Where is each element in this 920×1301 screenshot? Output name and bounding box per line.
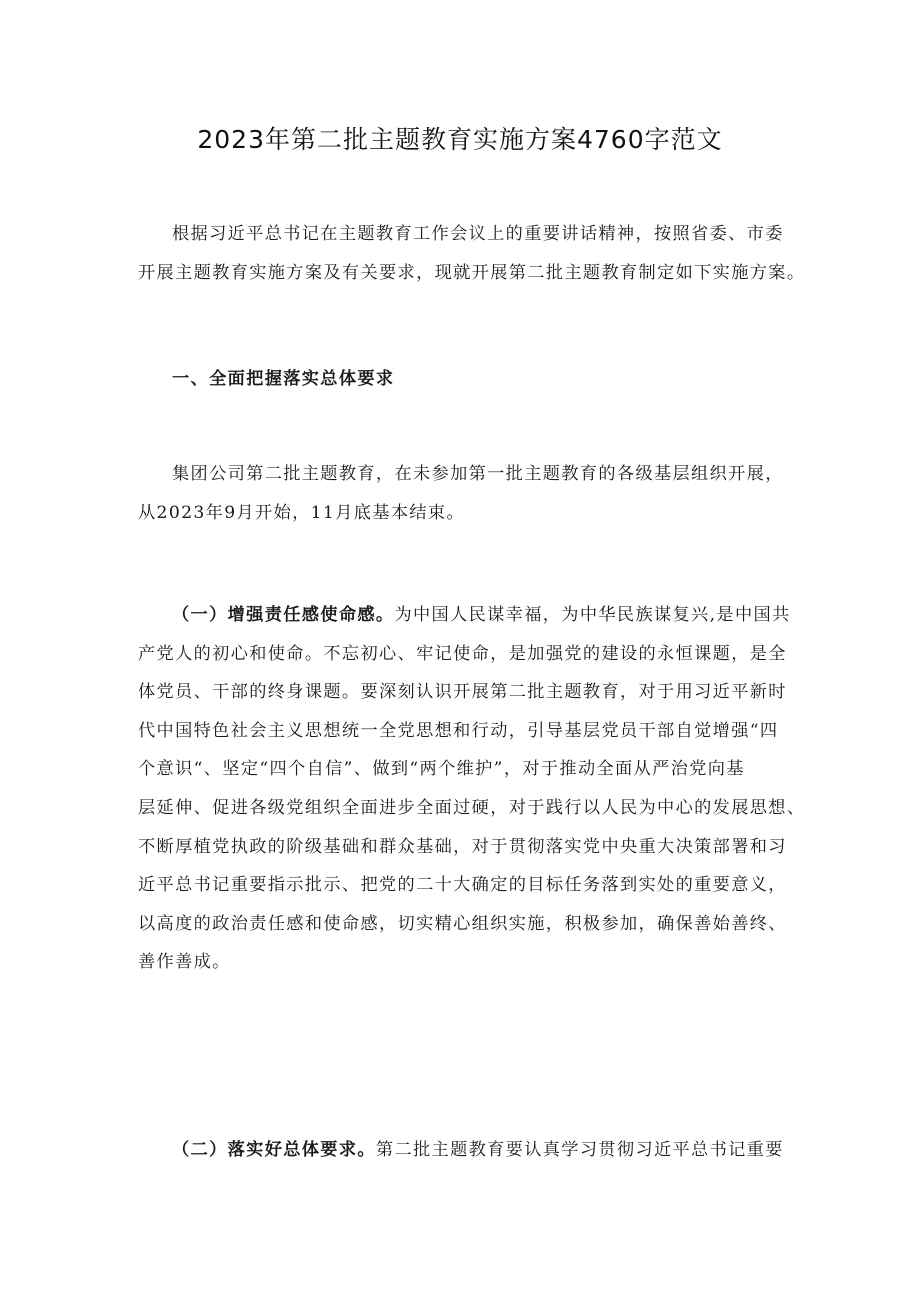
intro-line-2: 开展主题教育实施方案及有关要求，现就开展第二批主题教育制定如下实施方案。 <box>138 262 806 283</box>
subsection-1-line: 近平总书记重要指示批示、把党的二十大确定的目标任务落到实处的重要意义， <box>138 875 787 896</box>
section-1-line-1: 集团公司第二批主题教育，在未参加第一批主题教育的各级基层组织开展， <box>172 464 784 484</box>
section-1-paragraph <box>138 455 798 532</box>
intro-line-1: 根据习近平总书记在主题教育工作会议上的重要讲话精神，按照省委、市委 <box>172 224 784 244</box>
subsection-2-lead: （二）落实好总体要求。 <box>172 1140 376 1160</box>
subsection-2-paragraph <box>138 1131 798 1170</box>
document-title: 2023年第二批主题教育实施方案4760字范文 <box>197 125 723 154</box>
section-1-line-2: 从2023年9月开始，11月底基本结束。 <box>138 502 465 523</box>
section-1-heading: 一、全面把握落实总体要求 <box>172 369 395 389</box>
subsection-1-lead: （一）增强责任感使命感。 <box>172 605 395 625</box>
subsection-1-first-line <box>138 596 798 635</box>
subsection-1-line: 体党员、干部的终身课题。要深刻认识开展第二批主题教育，对于用习近平新时 <box>138 682 787 703</box>
subsection-1-line: 不断厚植党执政的阶级基础和群众基础，对于贯彻落实党中央重大决策部署和习 <box>138 836 787 857</box>
subsection-1-line: 以高度的政治责任感和使命感，切实精心组织实施，积极参加，确保善始善终、 <box>138 913 787 934</box>
subsection-1-first-line-text: 为中国人民谋幸福，为中华民族谋复兴,是中国共 <box>394 605 791 625</box>
subsection-1-line: 层延伸、促进各级党组织全面进步全面过硬，对于践行以人民为中心的发展思想、 <box>138 797 806 818</box>
subsection-1-line: 个意识“、坚定“四个自信”、做到“两个维护”，对于推动全面从严治党向基 <box>138 759 745 780</box>
subsection-1-paragraph <box>138 596 806 982</box>
subsection-1-line: 产党人的初心和使命。不忘初心、牢记使命，是加强党的建设的永恒课题，是全 <box>138 643 787 664</box>
subsection-1-line: 善作善成。 <box>138 952 231 973</box>
intro-paragraph <box>138 215 806 292</box>
subsection-2-first-line-text: 第二批主题教育要认真学习贯彻习近平总书记重要 <box>375 1140 784 1160</box>
subsection-2-first-line <box>138 1131 798 1170</box>
subsection-1-line: 代中国特色社会主义思想统一全党思想和行动，引导基层党员干部自觉增强“四 <box>138 720 779 741</box>
